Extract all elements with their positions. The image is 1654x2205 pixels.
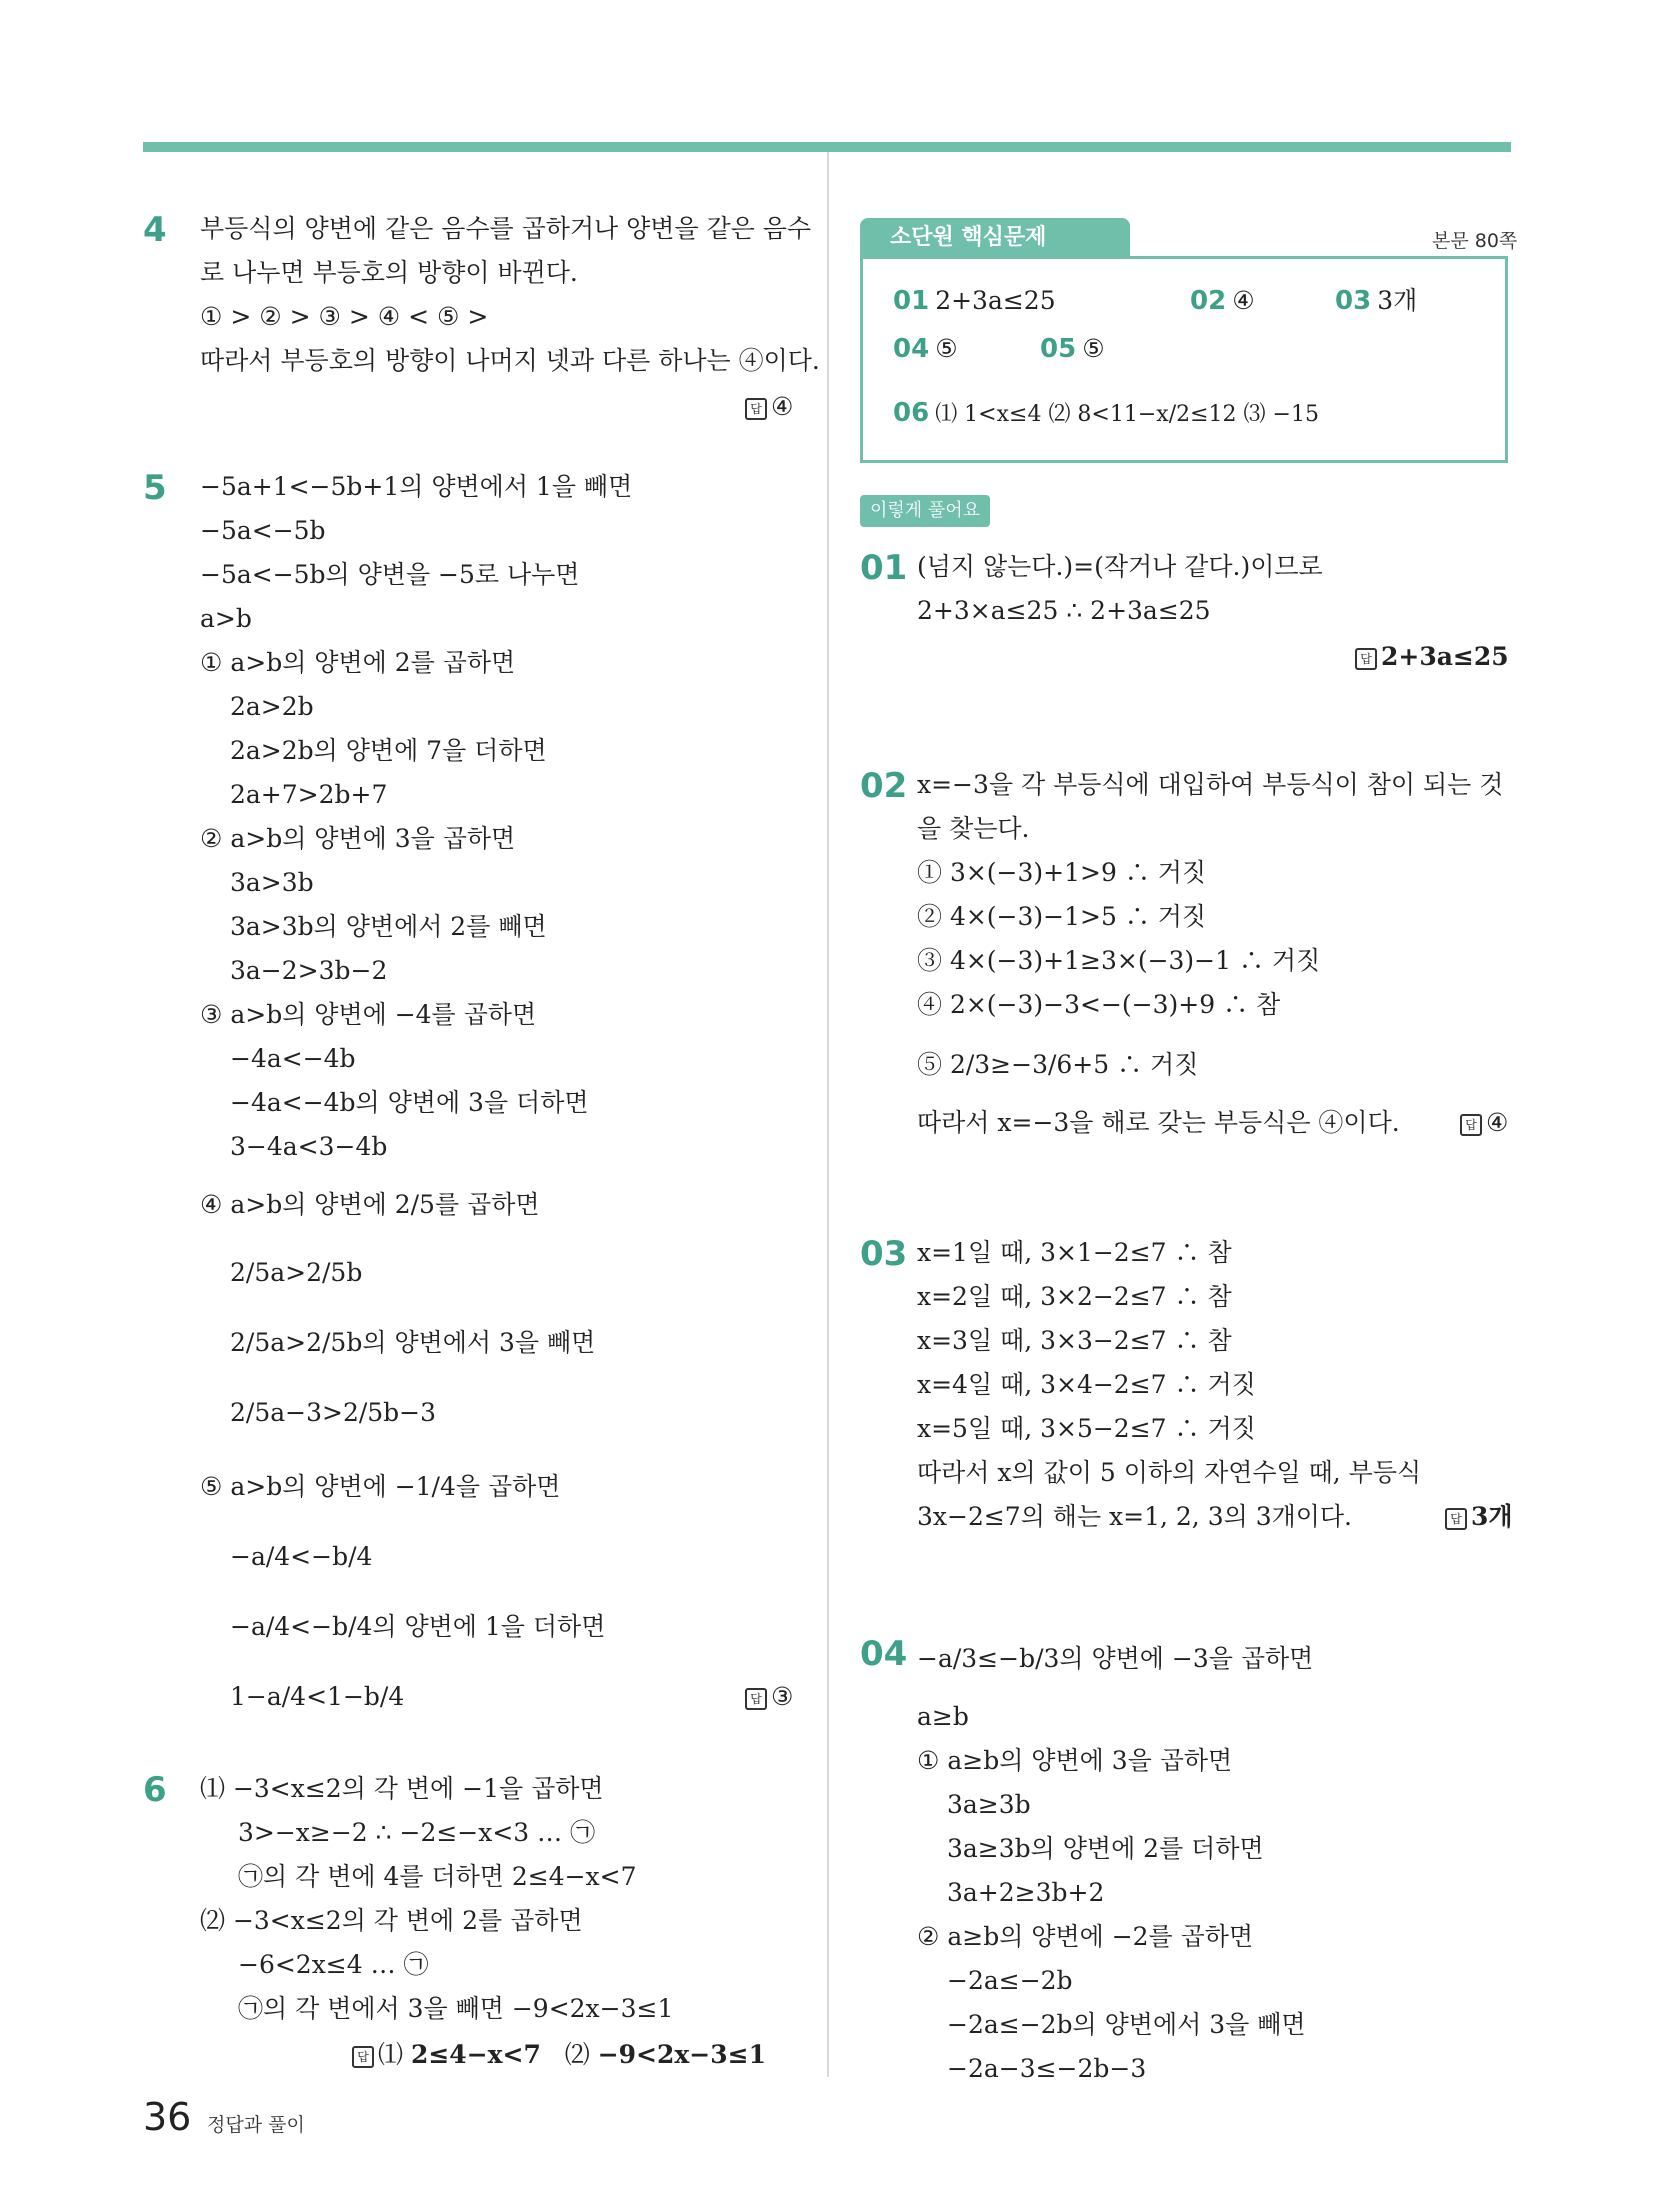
q6-line-0: ⑴ −3<x≤2의 각 변에 −1을 곱하면 (200, 1774, 604, 1803)
page-footer-label: 정답과 풀이 (207, 2114, 305, 2136)
q5-line-20: ⑤ a>b의 양변에 −1/4을 곱하면 (200, 1472, 561, 1501)
s02-line-6: ⑤ 2/3≥−3/6+5 ∴ 거짓 (917, 1050, 1199, 1079)
s04-line-7: −2a≤−2b (947, 1966, 1073, 1995)
section-page-ref: 본문 80쪽 (1432, 230, 1518, 252)
answer-mark-icon: 답 (352, 2046, 374, 2068)
q5-line-22: −a/4<−b/4의 양변에 1을 더하면 (230, 1612, 606, 1641)
s03-line-5: 따라서 x의 값이 5 이하의 자연수일 때, 부등식 (917, 1458, 1422, 1487)
summary-answer-01: 01 2+3a≤25 (893, 286, 1056, 316)
q5-line-5: 2a>2b (230, 692, 314, 721)
q5-line-7: 2a+7>2b+7 (230, 780, 388, 809)
q5-line-23: 1−a/4<1−b/4 (230, 1682, 405, 1711)
s03-line-2: x=3일 때, 3×3−2≤7 ∴ 참 (917, 1326, 1232, 1355)
s02-line-2: ① 3×(−3)+1>9 ∴ 거짓 (917, 858, 1207, 887)
s04-line-2: ① a≥b의 양변에 3을 곱하면 (917, 1746, 1233, 1775)
q4-line-1: 로 나누면 부등호의 방향이 바뀐다. (200, 258, 578, 287)
s01-line-0: (넘지 않는다.)=(작거나 같다.)이므로 (917, 552, 1323, 581)
q5-line-17: 2/5a>2/5b (230, 1258, 363, 1287)
s01-line-1: 2+3×a≤25 ∴ 2+3a≤25 (917, 596, 1211, 625)
s02-line-7: 따라서 x=−3을 해로 갖는 부등식은 ④이다. (917, 1108, 1400, 1137)
summary-answer-03: 03 3개 (1335, 286, 1418, 316)
answer-mark-icon: 답 (745, 398, 767, 420)
problem-number-4: 4 (143, 210, 167, 250)
s02-line-5: ④ 2×(−3)−3<−(−3)+9 ∴ 참 (917, 990, 1281, 1019)
s03-line-6: 3x−2≤7의 해는 x=1, 2, 3의 3개이다. (917, 1502, 1353, 1531)
q4-line-3: 따라서 부등호의 방향이 나머지 넷과 다른 하나는 ④이다. (200, 346, 820, 375)
q5-line-13: −4a<−4b (230, 1044, 356, 1073)
q6-line-1: 3>−x≥−2 ∴ −2≤−x<3 … ㉠ (238, 1818, 596, 1847)
answer-mark-icon: 답 (1355, 648, 1377, 670)
q5-line-0: −5a+1<−5b+1의 양변에서 1을 빼면 (200, 472, 633, 501)
s04-line-5: 3a+2≥3b+2 (947, 1878, 1105, 1907)
summary-answer-05: 05 ⑤ (1040, 334, 1105, 364)
s03-line-1: x=2일 때, 3×2−2≤7 ∴ 참 (917, 1282, 1232, 1311)
s03-answer: 답 3개 (1445, 1502, 1513, 1532)
s01-answer: 답 2+3a≤25 (1355, 642, 1509, 672)
q5-line-19: 2/5a−3>2/5b−3 (230, 1398, 437, 1427)
solution-number-04: 04 (860, 1634, 908, 1674)
s02-line-1: 을 찾는다. (917, 814, 1030, 843)
s03-line-3: x=4일 때, 3×4−2≤7 ∴ 거짓 (917, 1370, 1256, 1399)
q5-line-11: 3a−2>3b−2 (230, 956, 388, 985)
solution-number-01: 01 (860, 548, 908, 588)
q5-line-8: ② a>b의 양변에 3을 곱하면 (200, 824, 516, 853)
problem-number-5: 5 (143, 468, 167, 508)
q5-line-14: −4a<−4b의 양변에 3을 더하면 (230, 1088, 589, 1117)
answer-mark-icon: 답 (745, 1688, 767, 1710)
q6-line-4: −6<2x≤4 … ㉠ (238, 1950, 429, 1979)
summary-answer-06: 06 ⑴ 1<x≤4 ⑵ 8<11−x/2≤12 ⑶ −15 (893, 398, 1319, 428)
q5-line-6: 2a>2b의 양변에 7을 더하면 (230, 736, 547, 765)
solution-number-02: 02 (860, 766, 908, 806)
q5-line-9: 3a>3b (230, 868, 314, 897)
page-number: 36 (143, 2095, 192, 2139)
s04-line-1: a≥b (917, 1702, 969, 1731)
s02-answer: 답 ④ (1460, 1108, 1508, 1138)
answer-mark-icon: 답 (1445, 1508, 1467, 1530)
s04-line-0: −a/3≤−b/3의 양변에 −3을 곱하면 (917, 1644, 1314, 1673)
q4-answer: 답 ④ (745, 392, 793, 422)
q5-line-1: −5a<−5b (200, 516, 326, 545)
s03-line-4: x=5일 때, 3×5−2≤7 ∴ 거짓 (917, 1414, 1256, 1443)
s03-line-0: x=1일 때, 3×1−2≤7 ∴ 참 (917, 1238, 1232, 1267)
summary-answer-04: 04 ⑤ (893, 334, 958, 364)
q5-line-4: ① a>b의 양변에 2를 곱하면 (200, 648, 516, 677)
q5-line-12: ③ a>b의 양변에 −4를 곱하면 (200, 1000, 537, 1029)
s04-line-3: 3a≥3b (947, 1790, 1031, 1819)
q5-line-2: −5a<−5b의 양변을 −5로 나누면 (200, 560, 580, 589)
s04-line-9: −2a−3≤−2b−3 (947, 2054, 1147, 2083)
q5-line-3: a>b (200, 604, 252, 633)
top-bar (143, 142, 1511, 152)
q6-line-3: ⑵ −3<x≤2의 각 변에 2를 곱하면 (200, 1906, 583, 1935)
s04-line-8: −2a≤−2b의 양변에서 3을 빼면 (947, 2010, 1306, 2039)
q5-line-21: −a/4<−b/4 (230, 1542, 373, 1571)
s02-line-3: ② 4×(−3)−1>5 ∴ 거짓 (917, 902, 1207, 931)
q5-line-15: 3−4a<3−4b (230, 1132, 388, 1161)
s04-line-6: ② a≥b의 양변에 −2를 곱하면 (917, 1922, 1254, 1951)
q5-line-16: ④ a>b의 양변에 2/5를 곱하면 (200, 1190, 540, 1219)
s02-line-4: ③ 4×(−3)+1≥3×(−3)−1 ∴ 거짓 (917, 946, 1321, 975)
column-divider (827, 152, 829, 2077)
solution-badge: 이렇게 풀어요 (860, 495, 990, 527)
problem-number-6: 6 (143, 1770, 167, 1810)
answer-mark-icon: 답 (1460, 1114, 1482, 1136)
section-tab: 소단원 핵심문제 (860, 218, 1130, 258)
solution-number-03: 03 (860, 1234, 908, 1274)
q4-line-0: 부등식의 양변에 같은 음수를 곱하거나 양변을 같은 음수 (200, 214, 812, 243)
q5-line-18: 2/5a>2/5b의 양변에서 3을 빼면 (230, 1328, 596, 1357)
q6-line-5: ㉠의 각 변에서 3을 빼면 −9<2x−3≤1 (238, 1994, 674, 2023)
q6-answer: 답 ⑴ 2≤4−x<7 ⑵ −9<2x−3≤1 (352, 2040, 766, 2070)
summary-answer-02: 02 ④ (1190, 286, 1255, 316)
q5-answer: 답 ③ (745, 1682, 793, 1712)
s04-line-4: 3a≥3b의 양변에 2를 더하면 (947, 1834, 1264, 1863)
q6-line-2: ㉠의 각 변에 4를 더하면 2≤4−x<7 (238, 1862, 637, 1891)
s02-line-0: x=−3을 각 부등식에 대입하여 부등식이 참이 되는 것 (917, 770, 1504, 799)
q5-line-10: 3a>3b의 양변에서 2를 빼면 (230, 912, 547, 941)
q4-line-2: ① > ② > ③ > ④ < ⑤ > (200, 302, 489, 331)
